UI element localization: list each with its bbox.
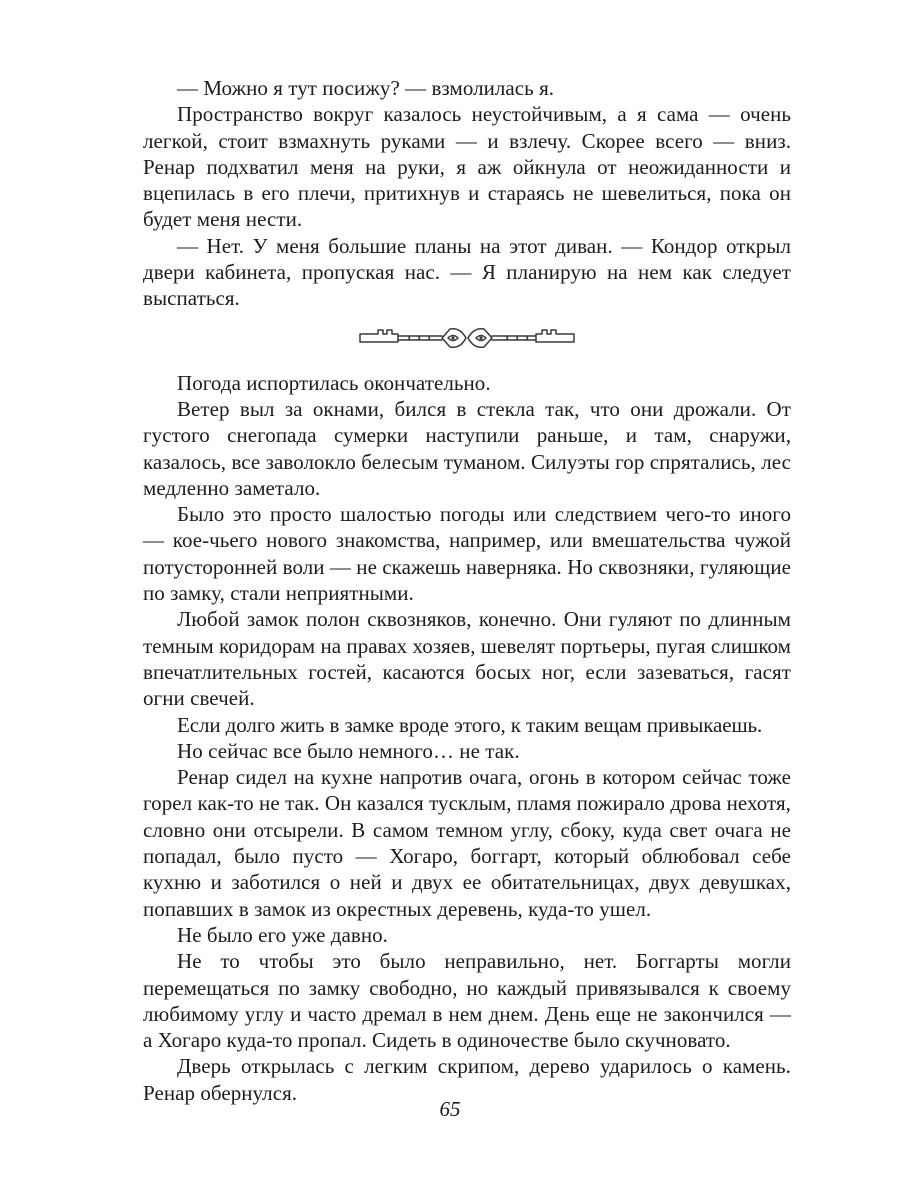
paragraph: Погода испортилась окончательно. bbox=[177, 370, 491, 395]
ornamental-keys-icon bbox=[356, 322, 578, 354]
paragraph: — Нет. У меня большие планы на этот диван. — Кондор открыл двери кабинета, пропуская нас. — Я планирую на нем как следует выспаться. bbox=[143, 233, 791, 311]
paragraph: Пространство вокруг казалось неустойчивым, а я сама — очень легкой, стоит взмахнуть руками — и взлечу. Скорее всего — вниз. Ренар подхватил меня на руки, я аж ойкнула от неожиданности и вцепилась в его плечи, притихнув и стараясь не шевелиться, пока он будет меня нести. bbox=[143, 102, 791, 232]
paragraph: Если долго жить в замке вроде этого, к таким вещам привыкаешь. bbox=[177, 712, 763, 737]
page-body bbox=[143, 75, 791, 1106]
paragraph: Было это просто шалостью погоды или следствием чего-то иного — кое-чьего нового знакомства, например, или вмешательства чужой потусторонней воли — не скажешь наверняка. Но сквозняки, гуляющие по замку, стали неприятными. bbox=[143, 502, 791, 606]
paragraph: — Можно я тут посижу? — взмолилась я. bbox=[177, 76, 555, 100]
section-before-divider bbox=[143, 75, 791, 312]
paragraph: Ренар сидел на кухне напротив очага, огонь в котором сейчас тоже горел как-то не так. Он казался тусклым, пламя пожирало дрова нехотя, словно они отсырели. В самом темном углу, сбоку, куда свет очага не попадал, было пусто — Хогаро, боггарт, который облюбовал себе кухню и заботился о ней и двух ее обитательницах, двух девушках, попавших в замок из окрестных деревень, куда-то ушел. bbox=[143, 765, 791, 921]
paragraph: Не было его уже давно. bbox=[177, 922, 388, 947]
paragraph: Не то чтобы это было неправильно, нет. Боггарты могли перемещаться по замку свободно, но каждый привязывался к своему любимому углу и часто дремал в нем днем. День еще не закончился — а Хогаро куда-то пропал. Сидеть в одиночестве было скучновато. bbox=[143, 949, 791, 1053]
page-number: 65 bbox=[439, 1097, 461, 1121]
paragraph: Ветер выл за окнами, бился в стекла так, что они дрожали. От густого снегопада сумерки наступили раньше, и там, снаружи, казалось, все заволокло белесым туманом. Силуэты гор спрятались, лес медленно заметало. bbox=[143, 396, 791, 500]
paragraph: Но сейчас все было немного… не так. bbox=[177, 738, 520, 763]
section-divider bbox=[143, 314, 791, 362]
paragraph: Дверь открылась с легким скрипом, дерево ударилось о камень. Ренар обернулся. bbox=[143, 1054, 791, 1105]
paragraph: Любой замок полон сквозняков, конечно. Они гуляют по длинным темным коридорам на правах хозяев, шевелят портьеры, пугая слишком впечатлительных гостей, касаются босых ног, если зазеваться, гасят огни свечей. bbox=[143, 607, 791, 711]
section-after-divider bbox=[143, 370, 791, 1106]
